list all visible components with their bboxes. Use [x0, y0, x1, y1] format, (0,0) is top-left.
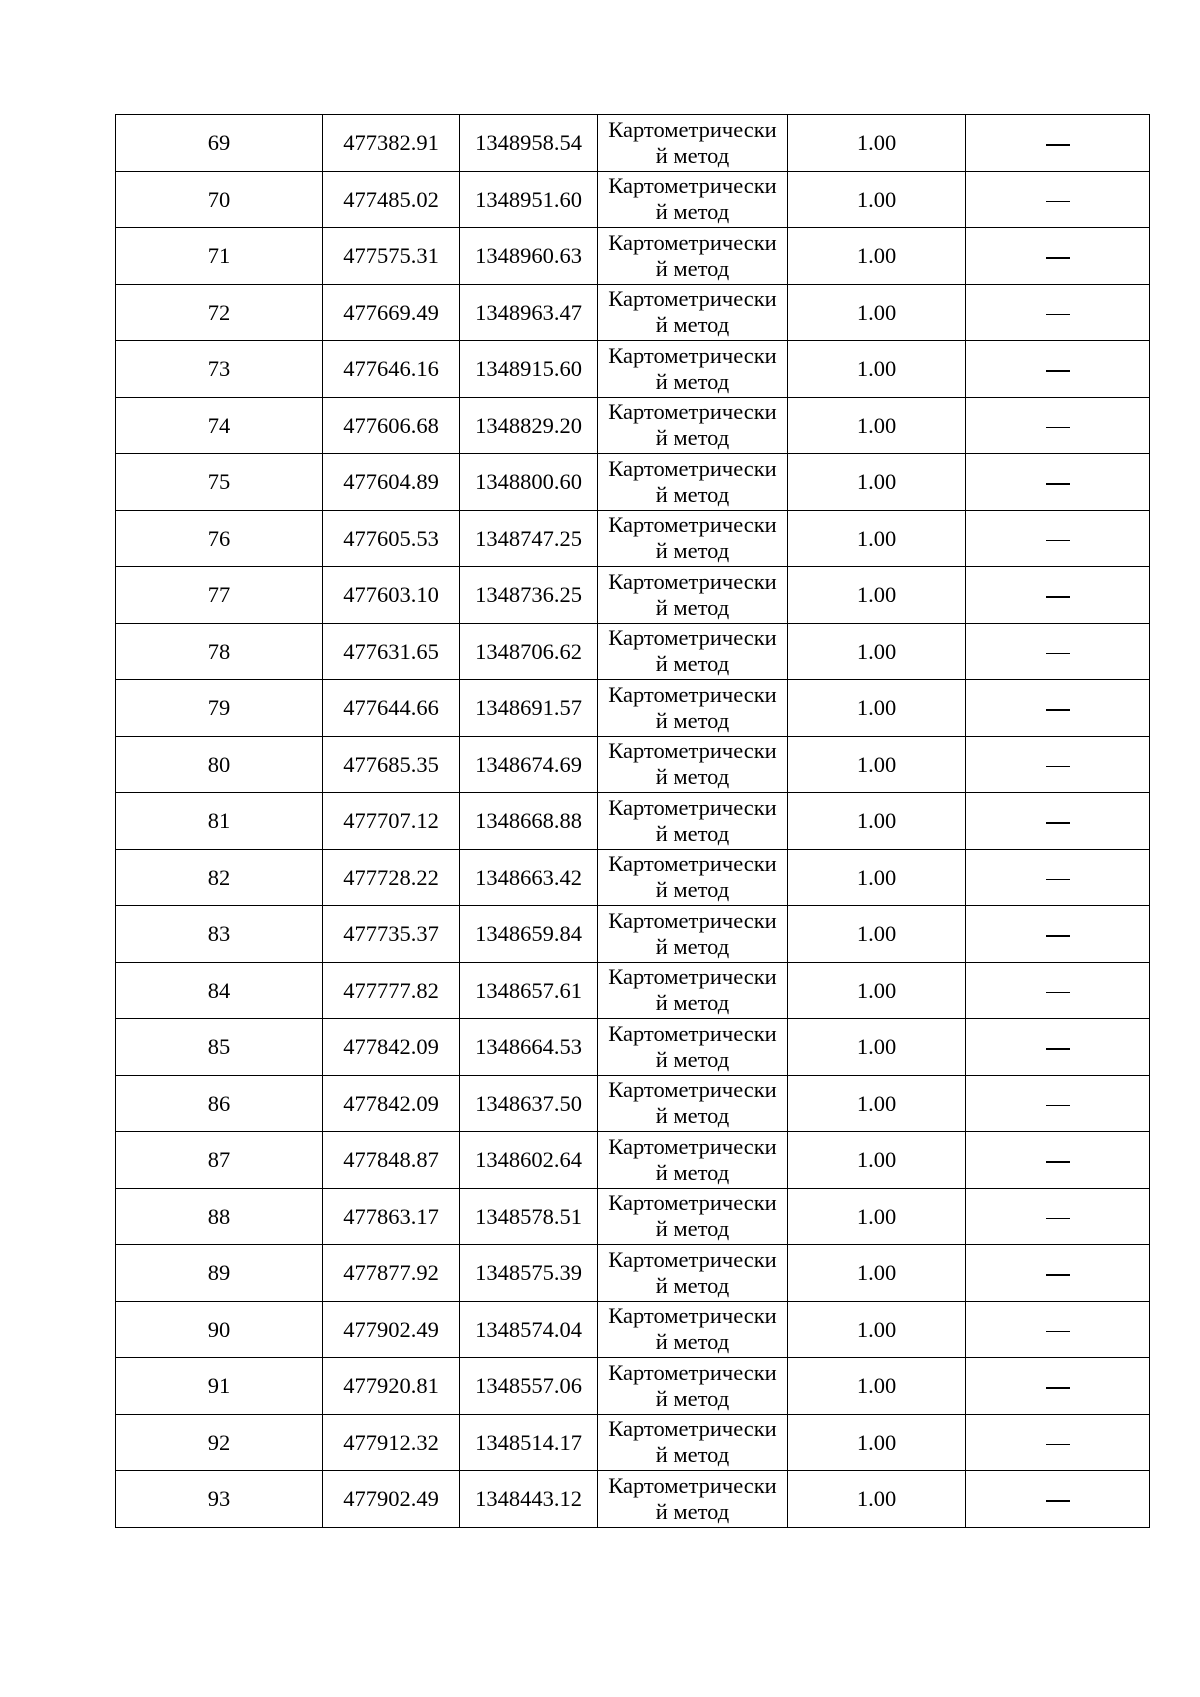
em-dash-mark — [1046, 596, 1070, 598]
x-coordinate-cell: 477644.66 — [323, 680, 460, 737]
em-dash-mark — [1046, 992, 1070, 994]
accuracy-cell: 1.00 — [788, 341, 966, 398]
description-text — [1070, 920, 1071, 921]
x-coordinate-cell: 477485.02 — [323, 171, 460, 228]
coordinates-table-body — [116, 115, 1150, 1528]
description-text — [1070, 468, 1071, 469]
point-number-cell: 78 — [116, 623, 323, 680]
description-text — [1070, 1485, 1071, 1486]
method-line-2: й метод — [655, 538, 730, 564]
method-cell — [598, 793, 788, 850]
method-line-1: Картометрически — [608, 625, 777, 651]
accuracy-cell: 1.00 — [788, 1245, 966, 1302]
x-coordinate-cell: 477646.16 — [323, 341, 460, 398]
method-line-2: й метод — [655, 877, 730, 903]
y-coordinate-cell: 1348736.25 — [460, 567, 598, 624]
method-cell — [598, 567, 788, 624]
description-cell — [966, 567, 1150, 624]
description-text — [1070, 807, 1071, 808]
method-line-1: Картометрически — [608, 1416, 777, 1442]
x-coordinate-cell: 477902.49 — [323, 1471, 460, 1528]
point-number-cell: 81 — [116, 793, 323, 850]
point-number-cell: 85 — [116, 1019, 323, 1076]
description-cell — [966, 906, 1150, 963]
table-row — [116, 567, 1150, 624]
method-line-1: Картометрически — [608, 1472, 777, 1498]
description-cell — [966, 510, 1150, 567]
description-cell — [966, 1358, 1150, 1415]
description-text — [1070, 525, 1071, 526]
description-text — [1070, 299, 1071, 300]
method-line-2: й метод — [655, 1103, 730, 1129]
x-coordinate-cell: 477603.10 — [323, 567, 460, 624]
accuracy-cell: 1.00 — [788, 567, 966, 624]
y-coordinate-cell: 1348915.60 — [460, 341, 598, 398]
method-line-2: й метод — [655, 1442, 730, 1468]
x-coordinate-cell: 477575.31 — [323, 228, 460, 285]
x-coordinate-cell: 477685.35 — [323, 736, 460, 793]
em-dash-mark — [1046, 201, 1070, 203]
x-coordinate-cell: 477842.09 — [323, 1075, 460, 1132]
description-cell — [966, 1301, 1150, 1358]
table-row — [116, 1019, 1150, 1076]
accuracy-cell: 1.00 — [788, 115, 966, 172]
method-line-1: Картометрически — [608, 738, 777, 764]
method-cell — [598, 1075, 788, 1132]
method-cell — [598, 849, 788, 906]
x-coordinate-cell: 477606.68 — [323, 397, 460, 454]
accuracy-cell: 1.00 — [788, 1414, 966, 1471]
em-dash-mark — [1046, 314, 1070, 316]
table-row — [116, 1414, 1150, 1471]
table-row — [116, 397, 1150, 454]
accuracy-cell: 1.00 — [788, 454, 966, 511]
x-coordinate-cell: 477631.65 — [323, 623, 460, 680]
method-line-2: й метод — [655, 764, 730, 790]
y-coordinate-cell: 1348602.64 — [460, 1132, 598, 1189]
method-cell — [598, 1132, 788, 1189]
method-cell — [598, 397, 788, 454]
y-coordinate-cell: 1348664.53 — [460, 1019, 598, 1076]
method-line-1: Картометрически — [608, 512, 777, 538]
em-dash-mark — [1046, 483, 1070, 485]
accuracy-cell: 1.00 — [788, 793, 966, 850]
accuracy-cell: 1.00 — [788, 736, 966, 793]
table-row — [116, 510, 1150, 567]
method-cell — [598, 736, 788, 793]
description-text — [1070, 1372, 1071, 1373]
y-coordinate-cell: 1348557.06 — [460, 1358, 598, 1415]
method-cell — [598, 1188, 788, 1245]
method-line-1: Картометрически — [608, 342, 777, 368]
accuracy-cell: 1.00 — [788, 228, 966, 285]
description-text — [1070, 1316, 1071, 1317]
y-coordinate-cell: 1348637.50 — [460, 1075, 598, 1132]
point-number-cell: 86 — [116, 1075, 323, 1132]
method-cell — [598, 1471, 788, 1528]
method-cell — [598, 454, 788, 511]
method-cell — [598, 1245, 788, 1302]
accuracy-cell: 1.00 — [788, 1188, 966, 1245]
method-line-2: й метод — [655, 820, 730, 846]
method-line-2: й метод — [655, 707, 730, 733]
accuracy-cell: 1.00 — [788, 1301, 966, 1358]
table-row — [116, 228, 1150, 285]
method-line-1: Картометрически — [608, 1020, 777, 1046]
em-dash-mark — [1046, 935, 1070, 937]
method-line-2: й метод — [655, 990, 730, 1016]
table-row — [116, 1188, 1150, 1245]
description-cell — [966, 1245, 1150, 1302]
method-line-1: Картометрически — [608, 229, 777, 255]
x-coordinate-cell: 477382.91 — [323, 115, 460, 172]
method-line-1: Картометрически — [608, 116, 777, 142]
x-coordinate-cell: 477669.49 — [323, 284, 460, 341]
y-coordinate-cell: 1348663.42 — [460, 849, 598, 906]
method-line-2: й метод — [655, 199, 730, 225]
accuracy-cell: 1.00 — [788, 623, 966, 680]
table-row — [116, 1075, 1150, 1132]
description-text — [1070, 355, 1071, 356]
description-cell — [966, 454, 1150, 511]
accuracy-cell: 1.00 — [788, 397, 966, 454]
method-cell — [598, 680, 788, 737]
description-text — [1070, 1090, 1071, 1091]
y-coordinate-cell: 1348659.84 — [460, 906, 598, 963]
method-cell — [598, 228, 788, 285]
method-line-2: й метод — [655, 255, 730, 281]
y-coordinate-cell: 1348668.88 — [460, 793, 598, 850]
method-line-1: Картометрически — [608, 907, 777, 933]
description-text — [1070, 1033, 1071, 1034]
y-coordinate-cell: 1348963.47 — [460, 284, 598, 341]
y-coordinate-cell: 1348951.60 — [460, 171, 598, 228]
description-cell — [966, 849, 1150, 906]
point-number-cell: 75 — [116, 454, 323, 511]
em-dash-mark — [1046, 144, 1070, 146]
method-cell — [598, 284, 788, 341]
table-row — [116, 736, 1150, 793]
method-line-1: Картометрически — [608, 1359, 777, 1385]
table-row — [116, 793, 1150, 850]
y-coordinate-cell: 1348575.39 — [460, 1245, 598, 1302]
description-cell — [966, 1414, 1150, 1471]
x-coordinate-cell: 477920.81 — [323, 1358, 460, 1415]
accuracy-cell: 1.00 — [788, 510, 966, 567]
em-dash-mark — [1046, 1274, 1070, 1276]
x-coordinate-cell: 477707.12 — [323, 793, 460, 850]
description-cell — [966, 1075, 1150, 1132]
description-cell — [966, 171, 1150, 228]
em-dash-mark — [1046, 879, 1070, 881]
method-line-1: Картометрически — [608, 681, 777, 707]
y-coordinate-cell: 1348657.61 — [460, 962, 598, 1019]
method-line-1: Картометрически — [608, 794, 777, 820]
description-cell — [966, 397, 1150, 454]
y-coordinate-cell: 1348691.57 — [460, 680, 598, 737]
x-coordinate-cell: 477604.89 — [323, 454, 460, 511]
point-number-cell: 88 — [116, 1188, 323, 1245]
method-line-1: Картометрически — [608, 1133, 777, 1159]
accuracy-cell: 1.00 — [788, 906, 966, 963]
em-dash-mark — [1046, 1500, 1070, 1502]
method-line-1: Картометрически — [608, 399, 777, 425]
method-cell — [598, 1358, 788, 1415]
em-dash-mark — [1046, 1048, 1070, 1050]
point-number-cell: 89 — [116, 1245, 323, 1302]
method-cell — [598, 341, 788, 398]
description-cell — [966, 284, 1150, 341]
point-number-cell: 90 — [116, 1301, 323, 1358]
description-cell — [966, 341, 1150, 398]
method-line-2: й метод — [655, 1272, 730, 1298]
description-text — [1070, 186, 1071, 187]
point-number-cell: 83 — [116, 906, 323, 963]
em-dash-mark — [1046, 653, 1070, 655]
method-cell — [598, 510, 788, 567]
x-coordinate-cell: 477605.53 — [323, 510, 460, 567]
description-cell — [966, 1132, 1150, 1189]
table-row — [116, 623, 1150, 680]
description-cell — [966, 228, 1150, 285]
accuracy-cell: 1.00 — [788, 1019, 966, 1076]
table-row — [116, 1358, 1150, 1415]
y-coordinate-cell: 1348829.20 — [460, 397, 598, 454]
method-line-2: й метод — [655, 651, 730, 677]
y-coordinate-cell: 1348960.63 — [460, 228, 598, 285]
em-dash-mark — [1046, 1331, 1070, 1333]
point-number-cell: 82 — [116, 849, 323, 906]
x-coordinate-cell: 477777.82 — [323, 962, 460, 1019]
description-text — [1070, 751, 1071, 752]
point-number-cell: 70 — [116, 171, 323, 228]
method-line-1: Картометрически — [608, 851, 777, 877]
em-dash-mark — [1046, 370, 1070, 372]
description-cell — [966, 115, 1150, 172]
x-coordinate-cell: 477902.49 — [323, 1301, 460, 1358]
x-coordinate-cell: 477728.22 — [323, 849, 460, 906]
method-line-1: Картометрически — [608, 173, 777, 199]
method-line-2: й метод — [655, 481, 730, 507]
method-line-2: й метод — [655, 1385, 730, 1411]
table-row — [116, 962, 1150, 1019]
em-dash-mark — [1046, 1387, 1070, 1389]
description-text — [1070, 129, 1071, 130]
em-dash-mark — [1046, 822, 1070, 824]
point-number-cell: 93 — [116, 1471, 323, 1528]
description-text — [1070, 638, 1071, 639]
em-dash-mark — [1046, 257, 1070, 259]
method-line-2: й метод — [655, 142, 730, 168]
description-text — [1070, 694, 1071, 695]
x-coordinate-cell: 477842.09 — [323, 1019, 460, 1076]
method-cell — [598, 1414, 788, 1471]
table-row — [116, 115, 1150, 172]
method-line-1: Картометрически — [608, 1077, 777, 1103]
table-row — [116, 906, 1150, 963]
method-line-1: Картометрически — [608, 964, 777, 990]
y-coordinate-cell: 1348747.25 — [460, 510, 598, 567]
method-line-2: й метод — [655, 1498, 730, 1524]
description-cell — [966, 1188, 1150, 1245]
method-cell — [598, 906, 788, 963]
method-line-2: й метод — [655, 933, 730, 959]
table-row — [116, 171, 1150, 228]
description-cell — [966, 1019, 1150, 1076]
method-line-1: Картометрически — [608, 286, 777, 312]
description-text — [1070, 864, 1071, 865]
point-number-cell: 76 — [116, 510, 323, 567]
x-coordinate-cell: 477735.37 — [323, 906, 460, 963]
method-line-2: й метод — [655, 594, 730, 620]
description-cell — [966, 623, 1150, 680]
method-cell — [598, 171, 788, 228]
table-row — [116, 849, 1150, 906]
method-cell — [598, 1019, 788, 1076]
point-number-cell: 91 — [116, 1358, 323, 1415]
accuracy-cell: 1.00 — [788, 962, 966, 1019]
accuracy-cell: 1.00 — [788, 680, 966, 737]
y-coordinate-cell: 1348514.17 — [460, 1414, 598, 1471]
description-text — [1070, 1429, 1071, 1430]
em-dash-mark — [1046, 1105, 1070, 1107]
point-number-cell: 77 — [116, 567, 323, 624]
description-text — [1070, 1146, 1071, 1147]
method-line-2: й метод — [655, 1159, 730, 1185]
method-cell — [598, 115, 788, 172]
description-text — [1070, 1203, 1071, 1204]
accuracy-cell: 1.00 — [788, 1075, 966, 1132]
point-number-cell: 73 — [116, 341, 323, 398]
y-coordinate-cell: 1348706.62 — [460, 623, 598, 680]
y-coordinate-cell: 1348800.60 — [460, 454, 598, 511]
description-text — [1070, 242, 1071, 243]
y-coordinate-cell: 1348574.04 — [460, 1301, 598, 1358]
em-dash-mark — [1046, 766, 1070, 768]
description-cell — [966, 680, 1150, 737]
y-coordinate-cell: 1348443.12 — [460, 1471, 598, 1528]
method-line-2: й метод — [655, 1216, 730, 1242]
x-coordinate-cell: 477877.92 — [323, 1245, 460, 1302]
method-line-1: Картометрически — [608, 1246, 777, 1272]
description-text — [1070, 412, 1071, 413]
em-dash-mark — [1046, 1218, 1070, 1220]
accuracy-cell: 1.00 — [788, 284, 966, 341]
method-line-1: Картометрически — [608, 568, 777, 594]
description-cell — [966, 962, 1150, 1019]
accuracy-cell: 1.00 — [788, 1471, 966, 1528]
method-line-2: й метод — [655, 1046, 730, 1072]
table-row — [116, 284, 1150, 341]
x-coordinate-cell: 477912.32 — [323, 1414, 460, 1471]
y-coordinate-cell: 1348578.51 — [460, 1188, 598, 1245]
description-cell — [966, 736, 1150, 793]
point-number-cell: 72 — [116, 284, 323, 341]
y-coordinate-cell: 1348958.54 — [460, 115, 598, 172]
em-dash-mark — [1046, 540, 1070, 542]
method-line-2: й метод — [655, 1329, 730, 1355]
table-row — [116, 1132, 1150, 1189]
table-row — [116, 341, 1150, 398]
method-line-2: й метод — [655, 425, 730, 451]
description-text — [1070, 977, 1071, 978]
method-line-1: Картометрически — [608, 1190, 777, 1216]
x-coordinate-cell: 477863.17 — [323, 1188, 460, 1245]
point-number-cell: 71 — [116, 228, 323, 285]
table-row — [116, 1471, 1150, 1528]
table-row — [116, 680, 1150, 737]
point-number-cell: 92 — [116, 1414, 323, 1471]
description-cell — [966, 793, 1150, 850]
method-cell — [598, 962, 788, 1019]
description-text — [1070, 581, 1071, 582]
method-line-1: Картометрически — [608, 455, 777, 481]
accuracy-cell: 1.00 — [788, 849, 966, 906]
table-row — [116, 1301, 1150, 1358]
em-dash-mark — [1046, 427, 1070, 429]
coordinates-table — [115, 114, 1150, 1528]
accuracy-cell: 1.00 — [788, 171, 966, 228]
point-number-cell: 87 — [116, 1132, 323, 1189]
point-number-cell: 74 — [116, 397, 323, 454]
accuracy-cell: 1.00 — [788, 1132, 966, 1189]
em-dash-mark — [1046, 1444, 1070, 1446]
method-line-1: Картометрически — [608, 1303, 777, 1329]
point-number-cell: 69 — [116, 115, 323, 172]
table-row — [116, 1245, 1150, 1302]
accuracy-cell: 1.00 — [788, 1358, 966, 1415]
table-row — [116, 454, 1150, 511]
method-cell — [598, 623, 788, 680]
description-cell — [966, 1471, 1150, 1528]
method-line-2: й метод — [655, 368, 730, 394]
point-number-cell: 80 — [116, 736, 323, 793]
x-coordinate-cell: 477848.87 — [323, 1132, 460, 1189]
y-coordinate-cell: 1348674.69 — [460, 736, 598, 793]
em-dash-mark — [1046, 1161, 1070, 1163]
method-line-2: й метод — [655, 312, 730, 338]
em-dash-mark — [1046, 709, 1070, 711]
point-number-cell: 84 — [116, 962, 323, 1019]
description-text — [1070, 1259, 1071, 1260]
point-number-cell: 79 — [116, 680, 323, 737]
method-cell — [598, 1301, 788, 1358]
